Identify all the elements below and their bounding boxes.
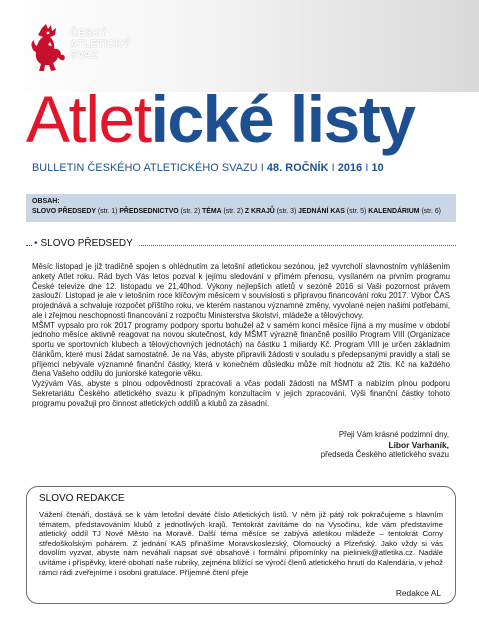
logo-line-2: ATLETICKÝ: [70, 38, 130, 50]
bulletin-text: BULLETIN ČESKÉHO ATLETICKÉHO SVAZU I: [32, 162, 267, 174]
signature-block: [229, 430, 449, 460]
article-paragraph: Vyzývám Vás, abyste s plnou odpovědností zpracovali a včas podali žádosti na MŠMT a nabízím plnou podporu Sekretariátu Českého atletického svazu k případným konzultacím v jejich zpracování. Výši finanční částky tohoto programu považuji pro činnost atletických oddílů a klubů za zásadní.: [32, 379, 450, 408]
logo-text: [70, 28, 140, 61]
logo: [22, 14, 132, 78]
bulletin-subtitle: [32, 162, 384, 174]
masthead-part-blue: ické listy: [150, 82, 415, 156]
masthead-part-red: Atlet: [26, 82, 151, 156]
logo-line-1: ČESKÝ: [70, 27, 108, 39]
article-paragraph: Měsíc listopad je již tradičně spojen s ohlédnutím za letošní atletickou sezónou, jež vyvrcholí slavnostním vyhlášením ankety Atlet roku. Rád bych Vás letos pozval k jejímu sledování v přímém přenosu, vysílaném na prvním programu České televize dne 12. listopadu ve 21,40hod. Výkony nejlepších atletů v sezóně 2016 si Vaši pozornost právem zaslouží. Listopad je ale v letošním roce klíčovým měsícem v souvislosti s připravou financování roku 2017. Výbor ČAS projednává a schvaluje rozpočet příštího roku, ve kterém nastanou významné změny, vyvolané nejen našimi potřebami, ale i zřejmou neschopností financování z rozpočtu Ministerstva školství, mládeže a tělovýchovy.: [32, 262, 450, 320]
contents-item-name[interactable]: PŘEDSEDNICTVO: [119, 208, 179, 215]
bulletin-year: 2016: [337, 162, 363, 174]
editorial-box: [26, 486, 456, 604]
bulletin-sep-1: I: [328, 162, 338, 174]
logo-line-3: SVAZ: [70, 49, 99, 61]
section-heading: [32, 238, 139, 249]
bulletin-volume: 48. ROČNÍK: [266, 162, 329, 174]
contents-bar: [26, 194, 456, 222]
contents-item-page: (str. 2): [178, 208, 203, 215]
contents-item-page: (str. 3): [274, 208, 299, 215]
article-paragraph: MŠMT vypsalo pro rok 2017 programy podpory sportu bohužel až v samém konci měsíce října a my musíme v období jednoho měsíce aktivně reagovat na novou skutečnost, kdy MŠMT výrazně finančně posílilo Program VIII (Organizace sportu ve sportovních klubech a tělovýchovných jednotách) na částku 1 miliardy Kč. Program VIII je určen základním článkům, které musí žádat samostatně. Je na Vás, abyste připravili žádosti v souladu s předepsanými pravidly a stali se příjemci nebývale významné finanční částky, která v konečném důsledku může mít hodnotu až 2tis. Kč na každého člena Vašeho oddílu do juniorské kategorie věku.: [32, 320, 450, 379]
signature-greeting: Přeji Vám krásné podzimní dny,: [338, 430, 449, 439]
signature-role: předseda Českého atletického svazu: [320, 450, 449, 459]
bulletin-sep-2: I: [362, 162, 372, 174]
czech-lion-icon: [28, 24, 68, 74]
bullet-icon: •: [34, 238, 38, 249]
masthead-title: [26, 82, 415, 156]
editorial-text: Vážení čtenáři, dostává se k vám letošní deváté číslo Atletických listů. V něm již pátý rok pokračujeme s hlavním tématem, představováním klubů z jednotlivých krajů. Tentokrát zavítáme do na Vysočinu, kde vám představíme atletický oddíl TJ Nové Město na Moravě. Další téma měsíce se zabývá atletikou mládeže – tentokrát Corny středoškolským pohárem. Z jednání KAS přinášíme Moravskoslezský, Olomoucký a Plzeňský. Jako vždy si vás dovolím vyzvat, abyste nám neváhali napsat své obsahové i formální připomínky na pieliniek@atletika.cz. Nadále uvítáme i příspěvky, které obohatí naše rubriky, zejména blížící se výročí členů atletického hnutí do Kalendária, v jehož rámci rádi zveřejníme i osobní gratulace. Příjemné čtení přeje: [39, 510, 443, 577]
section-heading-text: SLOVO PŘEDSEDY: [40, 238, 133, 249]
contents-item-name[interactable]: Z KRAJŮ: [244, 208, 275, 215]
contents-item-page: (str. 2): [221, 208, 245, 215]
contents-item-name[interactable]: TÉMA: [202, 208, 222, 215]
editorial-title: SLOVO REDAKCE: [39, 493, 125, 504]
contents-item-name[interactable]: JEDNÁNÍ KAS: [298, 208, 345, 215]
editorial-signature: Redakce AL: [395, 588, 441, 598]
contents-item-name[interactable]: KALENDÁRIUM: [368, 208, 420, 215]
contents-item-page: (str. 1): [95, 208, 120, 215]
signature-name: Libor Varhaník,: [388, 440, 449, 450]
contents-item-page: (str. 6): [419, 208, 441, 215]
contents-item-page: (str. 5): [344, 208, 369, 215]
contents-label: OBSAH:: [32, 198, 60, 205]
contents-list: [32, 206, 450, 218]
bulletin-issue: 10: [371, 162, 384, 174]
article-body: [32, 262, 450, 408]
contents-item-name[interactable]: SLOVO PŘEDSEDY: [32, 208, 96, 215]
